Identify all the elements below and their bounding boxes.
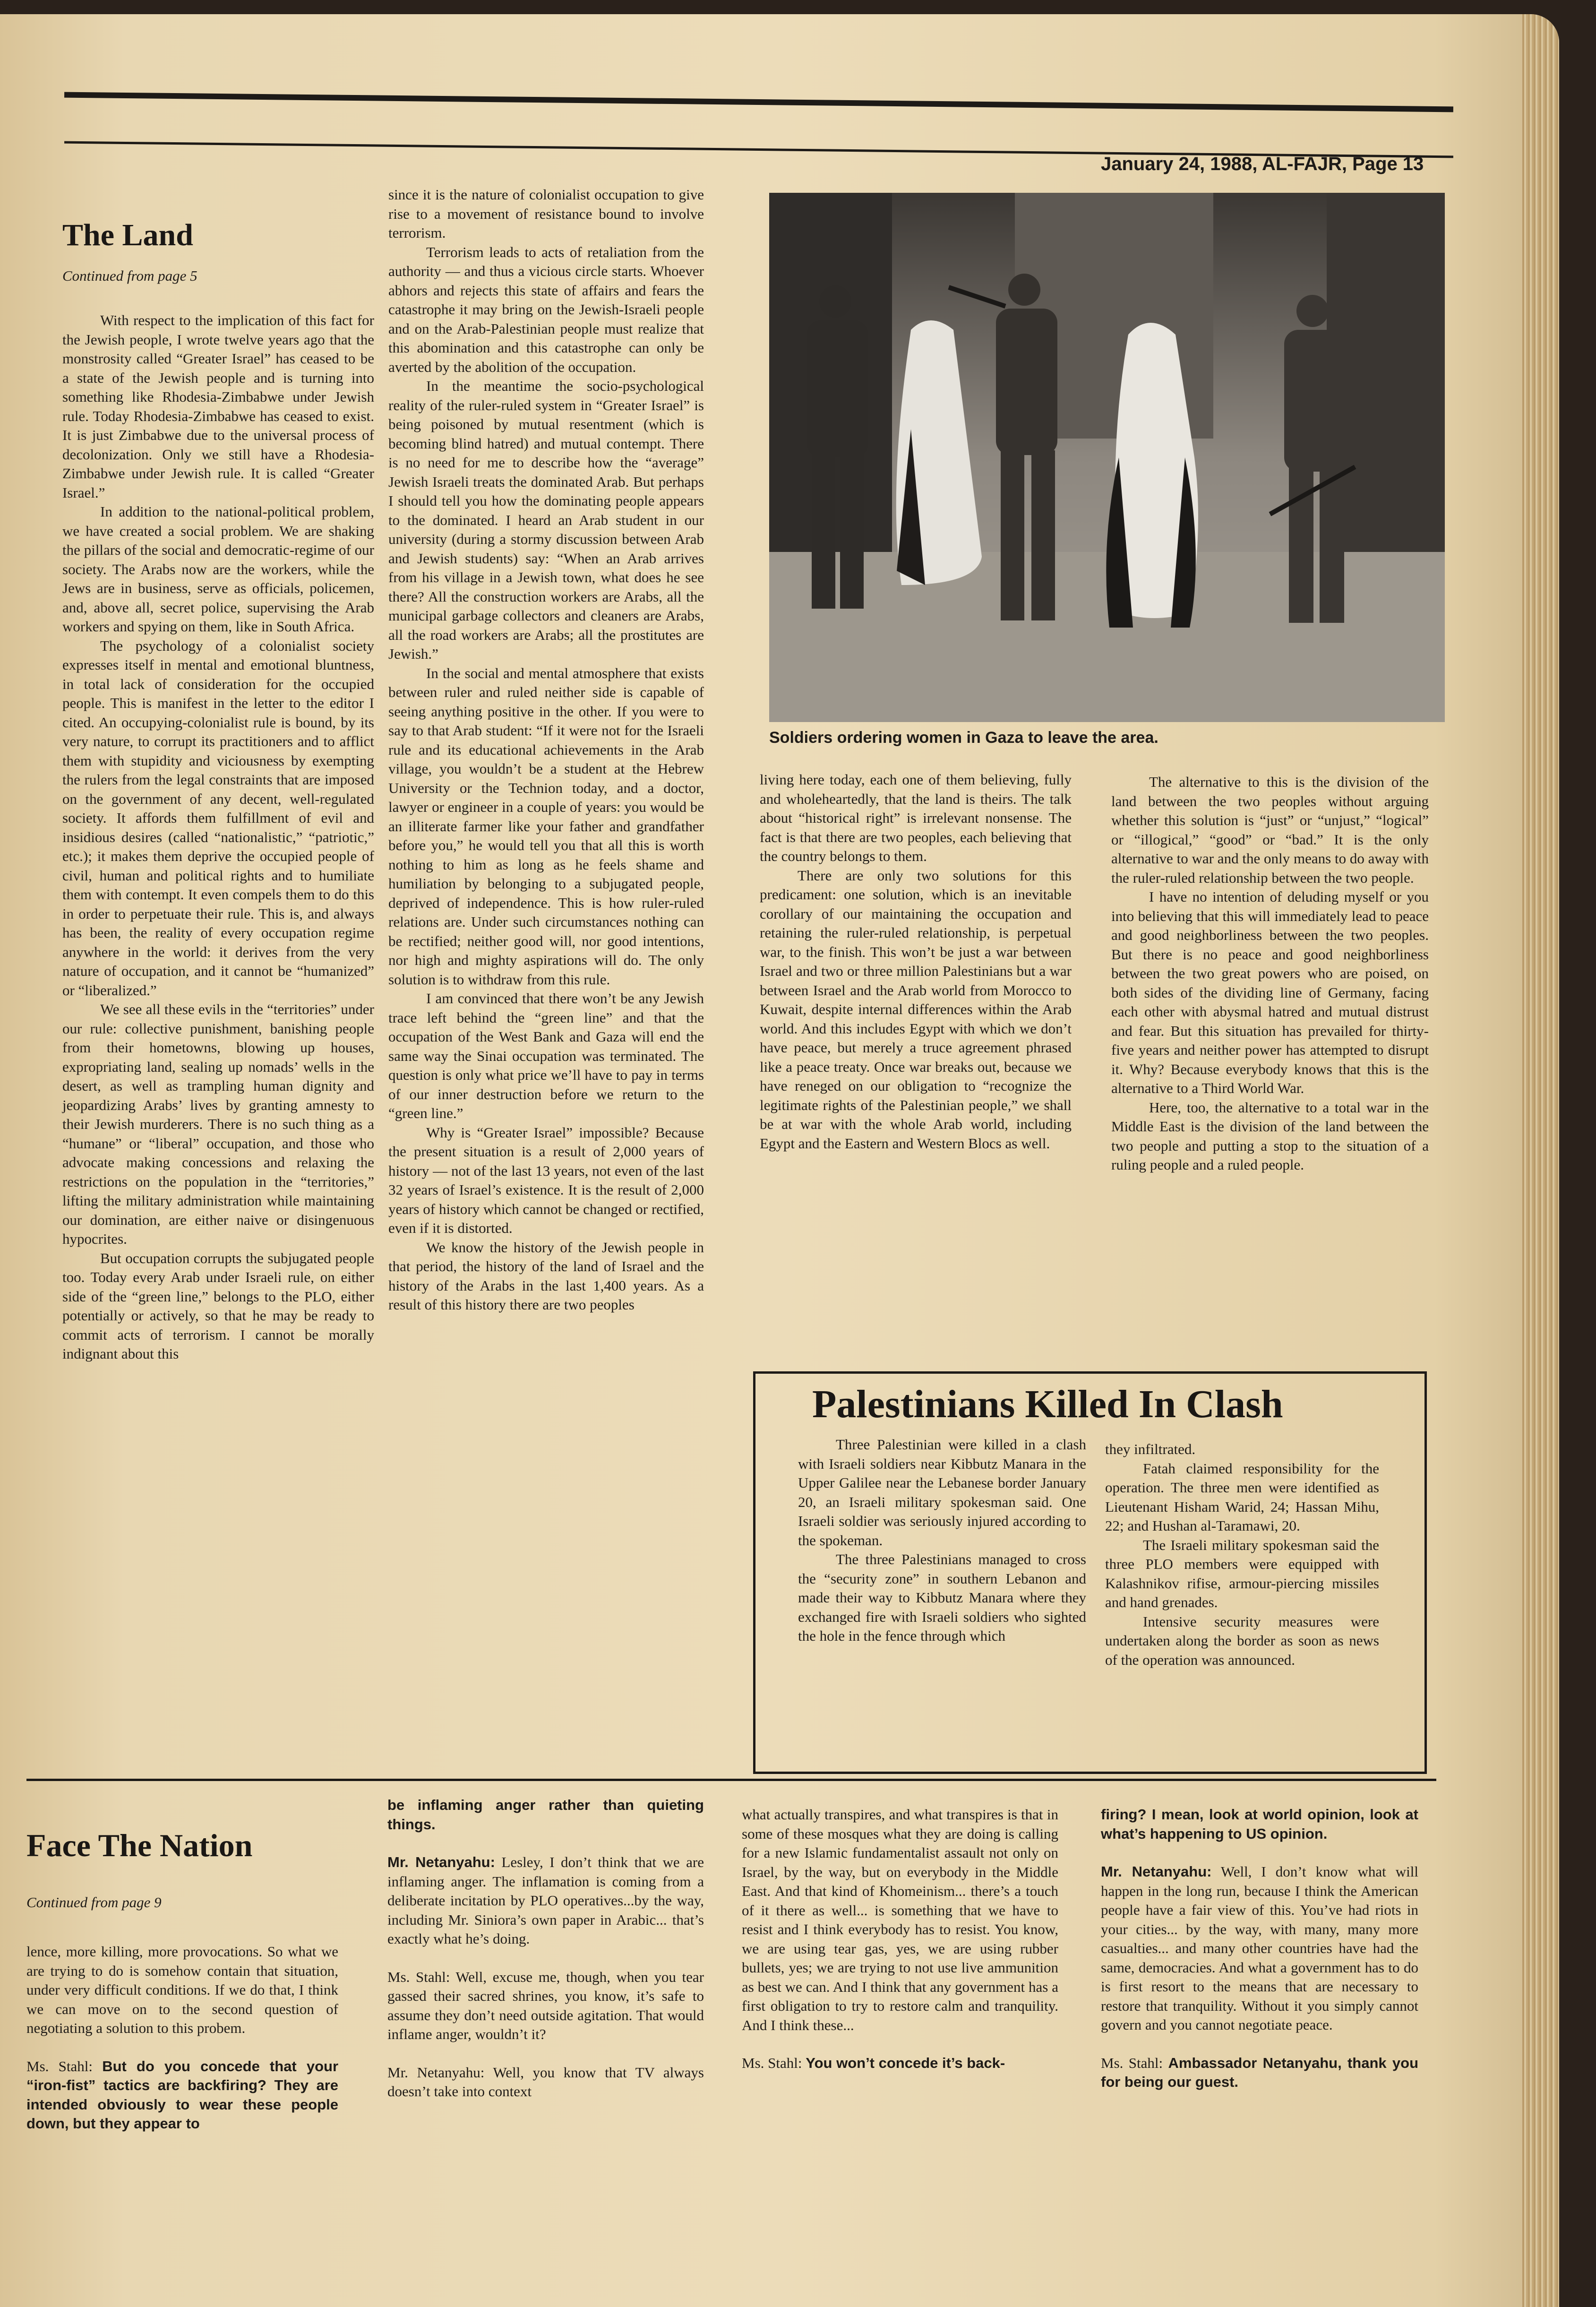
- paragraph: In addition to the national-political problem, we have created a social problem. We are shaking the pillars of the social and democratic-regime of our society. The Arabs now are the workers, while the Jews are in business, serve as officials, policemen, and, above all, secret police, supervising the Arab workers and spying on them, like in South Africa.: [62, 503, 374, 635]
- answer-text: Well, I don’t know what will happen in the long run, because I think the American people have a fair view of this. You’ve had riots in your cities... by the way, with many, many more casualties... and many other countries have had the same, democracies. And what a government has to do is first resort to the means that are necessary to restore that tranquility. Without it you simply cannot govern and you cannot negotiate peace.: [1101, 1863, 1418, 2033]
- speaker: Mr. Netanyahu:: [387, 1854, 495, 1870]
- page-header: January 24, 1988, AL-FAJR, Page 13: [1101, 154, 1424, 174]
- question-text: But do you concede that your “iron-fist” tactics are backfiring? They are intended obviously to wear these people down, but they appear to: [26, 2057, 339, 2132]
- killed-column-1: [798, 1435, 1086, 1646]
- land-column-4: [1111, 773, 1429, 1175]
- paragraph: Fatah claimed responsibility for the operation. The three men were identified as Lieutenant Hisham Warid, 24; Hassan Mihu, 22; and Hushan al-Taramawi, 20.: [1105, 1460, 1379, 1534]
- page-edge: [1522, 14, 1559, 2307]
- paragraph: The alternative to this is the division of the land between the two peoples without arguing whether this solution is “just” or “unjust,” “logical” or “illogical,” “good” or “bad.” It is the only alternative to war and the only means to do away with the ruler-ruled relationship between the two people.: [1111, 774, 1429, 886]
- paragraph: In the social and mental atmosphere that exists between ruler and ruled neither side is capable of seeing anything positive in the other. If you were to say to that Arab student: “If it were not for the Israeli rule and its educational achievements in the Arab village, you wouldn’t be a student at the Hebrew University or the Technion today, and a doctor, lawyer or engineer in a couple of years: you would be an illiterate farmer like your father and grandfather before you,” he would tell you that all this is worth nothing to him as long as he feels shame and humiliation by belonging to a subjugated people, deprived of independence. This is how ruler-ruled relations are. Under such circumstances nothing can be rectified; neither good will, nor good intentions, nor high and mighty aspirations will do. The only solution is to withdraw from this rule.: [388, 664, 704, 988]
- killed-column-2: [1105, 1440, 1379, 1670]
- answer: [387, 1853, 704, 1949]
- speaker: Ms. Stahl:: [1101, 2054, 1163, 2071]
- speaker: Mr. Netanyahu:: [387, 2064, 485, 2081]
- speaker: Ms. Stahl:: [26, 2057, 93, 2075]
- paragraph: The three Palestinians managed to cross the “security zone” in southern Lebanon and made their way to Kibbutz Manara where they exchanged fire with Israeli soldiers who sighted the hole in the fence through which: [798, 1551, 1086, 1644]
- paragraph: lence, more killing, more provocations. So what we are trying to do is somehow contain that situation, under very difficult conditions. If we do that, I think we can move on to the second question of negotiating a solution to this probem.: [26, 1943, 338, 2036]
- paragraph: But occupation corrupts the subjugated people too. Today every Arab under Israeli rule, on either side of the “green line,” belongs to the PLO, either potentially or actively, so that he may be ready to commit acts of terrorism. I cannot be morally indignant about this: [62, 1249, 374, 1362]
- paragraph: Why is “Greater Israel” impossible? Because the present situation is a result of 2,000 years of history — not of the last 13 years, not even of the last 32 years of Israel’s existence. It is the result of 2,000 years of history which cannot be changed or rectified, even if it is distorted.: [388, 1124, 704, 1236]
- paragraph: I am convinced that there won’t be any Jewish trace left behind the “green line” and that the occupation of the West Bank and Gaza will end the same way the Sinai occupation was terminated. The question is only what price we’ll have to pay in terms of our inner destruction before we return to the “green line.”: [388, 990, 704, 1121]
- paragraph: With respect to the implication of this fact for the Jewish people, I wrote twelve years ago that the monstrosity called “Greater Israel” has ceased to be a state of the Jewish people and is turning into something like Rhodesia-Zimbabwe under Jewish rule. Today Rhodesia-Zimbabwe has ceased to exist. It is just Zimbabwe due to the universal process of decolonization. Only we still have a Rhodesia-Zimbabwe under Jewish rule. It is called “Greater Israel.”: [62, 312, 374, 501]
- land-continued: Continued from page 5: [62, 267, 197, 284]
- nation-continued: Continued from page 9: [26, 1894, 162, 1911]
- answer-text: Well, excuse me, though, when you tear gassed their sacred shrines, you know, it’s safe to assume they don’t need outside agitation. That would inflame anger, wouldn’t it?: [387, 1968, 704, 2042]
- answer-text: Ambassador Netanyahu, thank you for being our guest.: [1101, 2054, 1418, 2090]
- paragraph: Terrorism leads to acts of retaliation from the authority — and thus a vicious circle starts. Whoever abhors and rejects this state of affairs and fears the catastrophe it may bring on the Jewish-Israeli people and on the Arab-Palestinian people must realize that this abomination and this catastrophe can only be averted by the abolition of the occupation.: [388, 243, 704, 375]
- top-rule: [64, 92, 1453, 112]
- paragraph: Here, too, the alternative to a total war in the Middle East is the division of the land between the two people and putting a stop to the situation of a ruling people and a ruled people.: [1111, 1099, 1429, 1173]
- newspaper-page: [0, 14, 1559, 2307]
- nation-column-2: [387, 1796, 704, 2120]
- section-divider: [26, 1779, 1436, 1781]
- question-text: You won’t concede it’s back-: [806, 2055, 1005, 2071]
- paragraph: The psychology of a colonialist society expresses itself in mental and emotional bluntness, in total lack of consideration for the occupied people. This is manifest in the letter to the editor I cited. An occupying-colonialist rule is bound, by its very nature, to corrupt its practitioners and to afflict them with stupidity and viciousness by exempting the rulers from the legal constraints that are imposed on the government of any decent, well-regulated society. It affords them fulfillment of evil and insidious desires (called “nationalistic,” “patriotic,” etc.); it makes them deprive the occupied people of civil, human and political rights and to humiliate them with contempt. It even compels them to do this in order to perpetuate their rule. This is, and always has been, the reality of every occupation regime anywhere in the world: it derives from the very nature of occupation, and it cannot be “humanized” or “liberalized.”: [62, 637, 374, 999]
- paragraph: they infiltrated.: [1105, 1441, 1196, 1457]
- question-text: be inflaming anger rather than quieting things.: [387, 1797, 704, 1833]
- photo-soldiers-women: [769, 193, 1445, 722]
- paragraph: In the meantime the socio-psychological reality of the ruler-ruled system in “Greater Israel” is being poisoned by mutual resentment (which is becoming blind hatred) and mutual contempt. There is no need for me to describe how the “average” Jewish Israeli treats the dominated Arab. But perhaps I should tell you how the dominating people appears to the dominated. I heard an Arab student in our university (during a stormy discussion between Arab and Jewish students) say: “When an Arab arrives from his village in a Jewish town, what does he see there? All the construction workers are Arabs, all the municipal garbage collectors and cleaners are Arabs, all the road workers are Arabs; all the prostitutes are Jewish.”: [388, 378, 704, 662]
- speaker: Mr. Netanyahu:: [1101, 1863, 1212, 1880]
- answer: [387, 2063, 704, 2101]
- answer-text: Lesley, I don’t think that we are inflaming anger. The inflamation is coming from a deliberate incitation by PLO operatives...by the way, including Mr. Siniora’s own paper in Arabic... that’s exactly what he’s doing.: [387, 1854, 704, 1947]
- answer: [387, 1968, 704, 2044]
- land-column-1: [62, 311, 374, 1364]
- paragraph: We know the history of the Jewish people in that period, the history of the land of Israel and the history of the Arabs in the last 1,400 years. As a result of this history there are two peoples: [388, 1239, 704, 1313]
- nation-column-3: [742, 1805, 1058, 2092]
- nation-title: Face The Nation: [26, 1827, 253, 1863]
- land-column-2: [388, 185, 704, 1315]
- killed-title: Palestinians Killed In Clash: [812, 1382, 1283, 1426]
- answer-text: Well, you know that TV always doesn’t take into context: [387, 2064, 704, 2100]
- paragraph: There are only two solutions for this predicament: one solution, which is an inevitable corollary of our maintaining the occupation and retaining the ruler-ruled relationship, is perpetual war, to the finish. This won’t be just a war between Israel and two or three million Palestinians but a war between Israel and the Arab world from Morocco to Kuwait, despite internal differences within the Arab world. And this includes Egypt with which we don’t have peace, but merely a truce agreement phrased like a peace treaty. Once war breaks out, because we have reneged on our obligation to “recognize the legitimate rights of the Palestinian people,” we shall be at war with the whole Arab world, including Egypt and the Eastern and Western Blocs as well.: [760, 867, 1072, 1152]
- speaker: Ms. Stahl:: [742, 2055, 802, 2071]
- land-title: The Land: [62, 218, 193, 252]
- land-column-3: [760, 770, 1072, 1153]
- photo-caption: Soldiers ordering women in Gaza to leave the area.: [769, 729, 1158, 747]
- nation-column-4: [1101, 1805, 1418, 2111]
- killed-in-clash-box: [753, 1371, 1427, 1774]
- nation-column-1: [26, 1942, 338, 2152]
- news-photo: [769, 193, 1445, 722]
- question: [742, 2054, 1058, 2073]
- speaker: Ms. Stahl:: [387, 1968, 450, 1985]
- paragraph: Three Palestinian were killed in a clash with Israeli soldiers near Kibbutz Manara in the Upper Galilee near the Lebanese border January 20, an Israeli military spokesman said. One Israeli soldier was seriously injured according to the spokeman.: [798, 1436, 1086, 1549]
- paragraph: what actually transpires, and what transpires is that in some of these mosques what they are doing is calling for a new Islamic fundamentalist assault not only on Israel, by the way, but on everybody in the Middle East. And that kind of Khomeinism... there’s a touch of it there as well... is something that we have to resist and I think everybody has to resist. You know, we are using tear gas, yes, we are using rubber bullets, yes; we are trying to not use live ammunition as best we can. And I think that any government has a first obligation to try to restore calm and tranquility. And I think these...: [742, 1806, 1058, 2033]
- paragraph: We see all these evils in the “territories” under our rule: collective punishment, banishing people from their hometowns, blowing up houses, expropriating land, sealing up nomads’ wells in the desert, as well as trampling human dignity and jeopardizing Arabs’ lives by granting amnesty to their Jewish murderers. There is no such thing as a “humane” or “liberal” occupation, and those who advocate making concessions and relaxing the restrictions on the population in the “territories,” lifting the military administration while maintaining our domination, are either naive or disingenuous hypocrites.: [62, 1001, 374, 1247]
- paragraph: since it is the nature of colonialist occupation to give rise to a movement of resistance bound to involve terrorism.: [388, 186, 704, 241]
- answer: [1101, 1862, 1418, 2035]
- paragraph: I have no intention of deluding myself or you into believing that this will immediately lead to peace and good neighborliness between the two peoples. But there is no peace and good neighborliness between the two great powers who are poised, on both sides of the dividing line of Germany, facing each other with abysmal hatred and mutual distrust and fear. But this situation has prevailed for thirty-five years and neither power has attempted to disrupt it. Why? Because everybody knows that this is the alternative to a Third World War.: [1111, 888, 1429, 1096]
- answer: [1101, 2054, 1418, 2092]
- paragraph: Intensive security measures were undertaken along the border as soon as news of the operation was announced.: [1105, 1613, 1379, 1668]
- question: [26, 2057, 338, 2134]
- paragraph: living here today, each one of them believing, fully and wholeheartedly, that the land is theirs. The talk about “historical right” is irrelevant nonsense. The fact is that there are two peoples, each believing that the country belongs to them.: [760, 771, 1072, 864]
- paragraph: The Israeli military spokesman said the three PLO members were equipped with Kalashnikov rifise, armour-piercing missiles and hand grenades.: [1105, 1536, 1379, 1610]
- question-text: firing? I mean, look at world opinion, look at what’s happening to US opinion.: [1101, 1806, 1418, 1842]
